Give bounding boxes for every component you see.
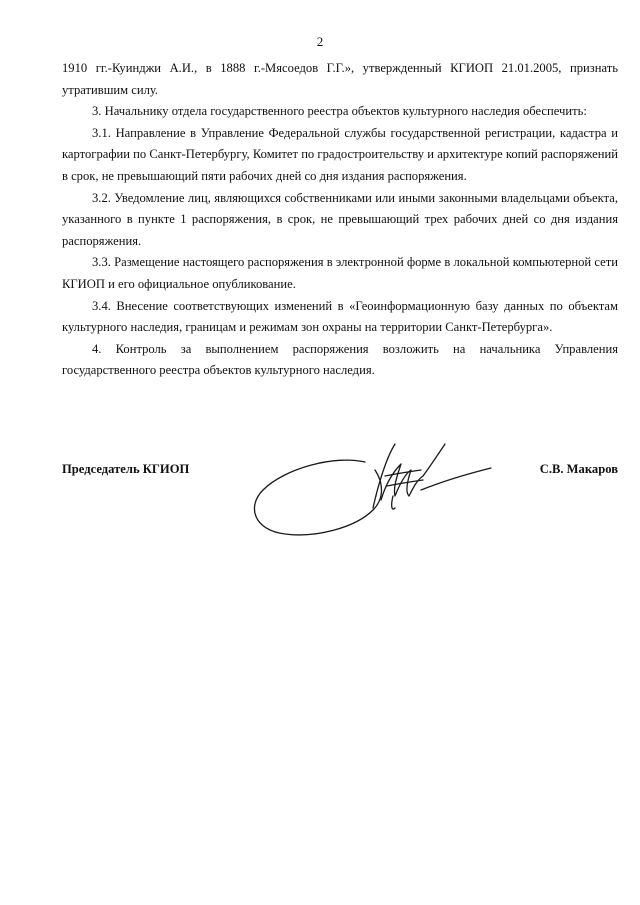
paragraph-item-3-2: 3.2. Уведомление лиц, являющихся собственниками или иными законными владельцами объекта, указанного в пункте 1 распоряжения, в срок, не превышающий трех рабочих дней со дня издания распоряжения. bbox=[62, 190, 618, 248]
signatory-name: С.В. Макаров bbox=[539, 462, 618, 476]
paragraph-item-3: 3. Начальнику отдела государственного реестра объектов культурного наследия обеспечить: bbox=[92, 104, 587, 119]
page-number: 2 bbox=[316, 34, 324, 49]
signatory-position: Председатель КГИОП bbox=[62, 462, 190, 476]
paragraph-item-3-3: 3.3. Размещение настоящего распоряжения в электронной форме в локальной компьютерной сети КГИОП и его официальное опубликование. bbox=[62, 255, 618, 291]
document-body bbox=[62, 58, 618, 382]
handwritten-signature bbox=[245, 430, 495, 540]
paragraph-item-4: 4. Контроль за выполнением распоряжения возложить на начальника Управления государственного реестра объектов культурного наследия. bbox=[62, 341, 618, 378]
paragraph-item-3-4: 3.4. Внесение соответствующих изменений в «Геоинформационную базу данных по объектам культурного наследия, границам и режимам зон охраны на территории Санкт-Петербурга». bbox=[62, 298, 618, 335]
paragraph-continuation: 1910 гг.-Куинджи А.И., в 1888 г.-Мясоедов Г.Г.», утвержденный КГИОП 21.01.2005, признать утратившим силу. bbox=[62, 61, 618, 97]
paragraph-item-3-1: 3.1. Направление в Управление Федеральной службы государственной регистрации, кадастра и картографии по Санкт-Петербургу, Комитет по градостроительству и архитектуре копий распоряжений в срок, не превышающий пяти рабочих дней со дня издания распоряжения. bbox=[62, 125, 618, 183]
